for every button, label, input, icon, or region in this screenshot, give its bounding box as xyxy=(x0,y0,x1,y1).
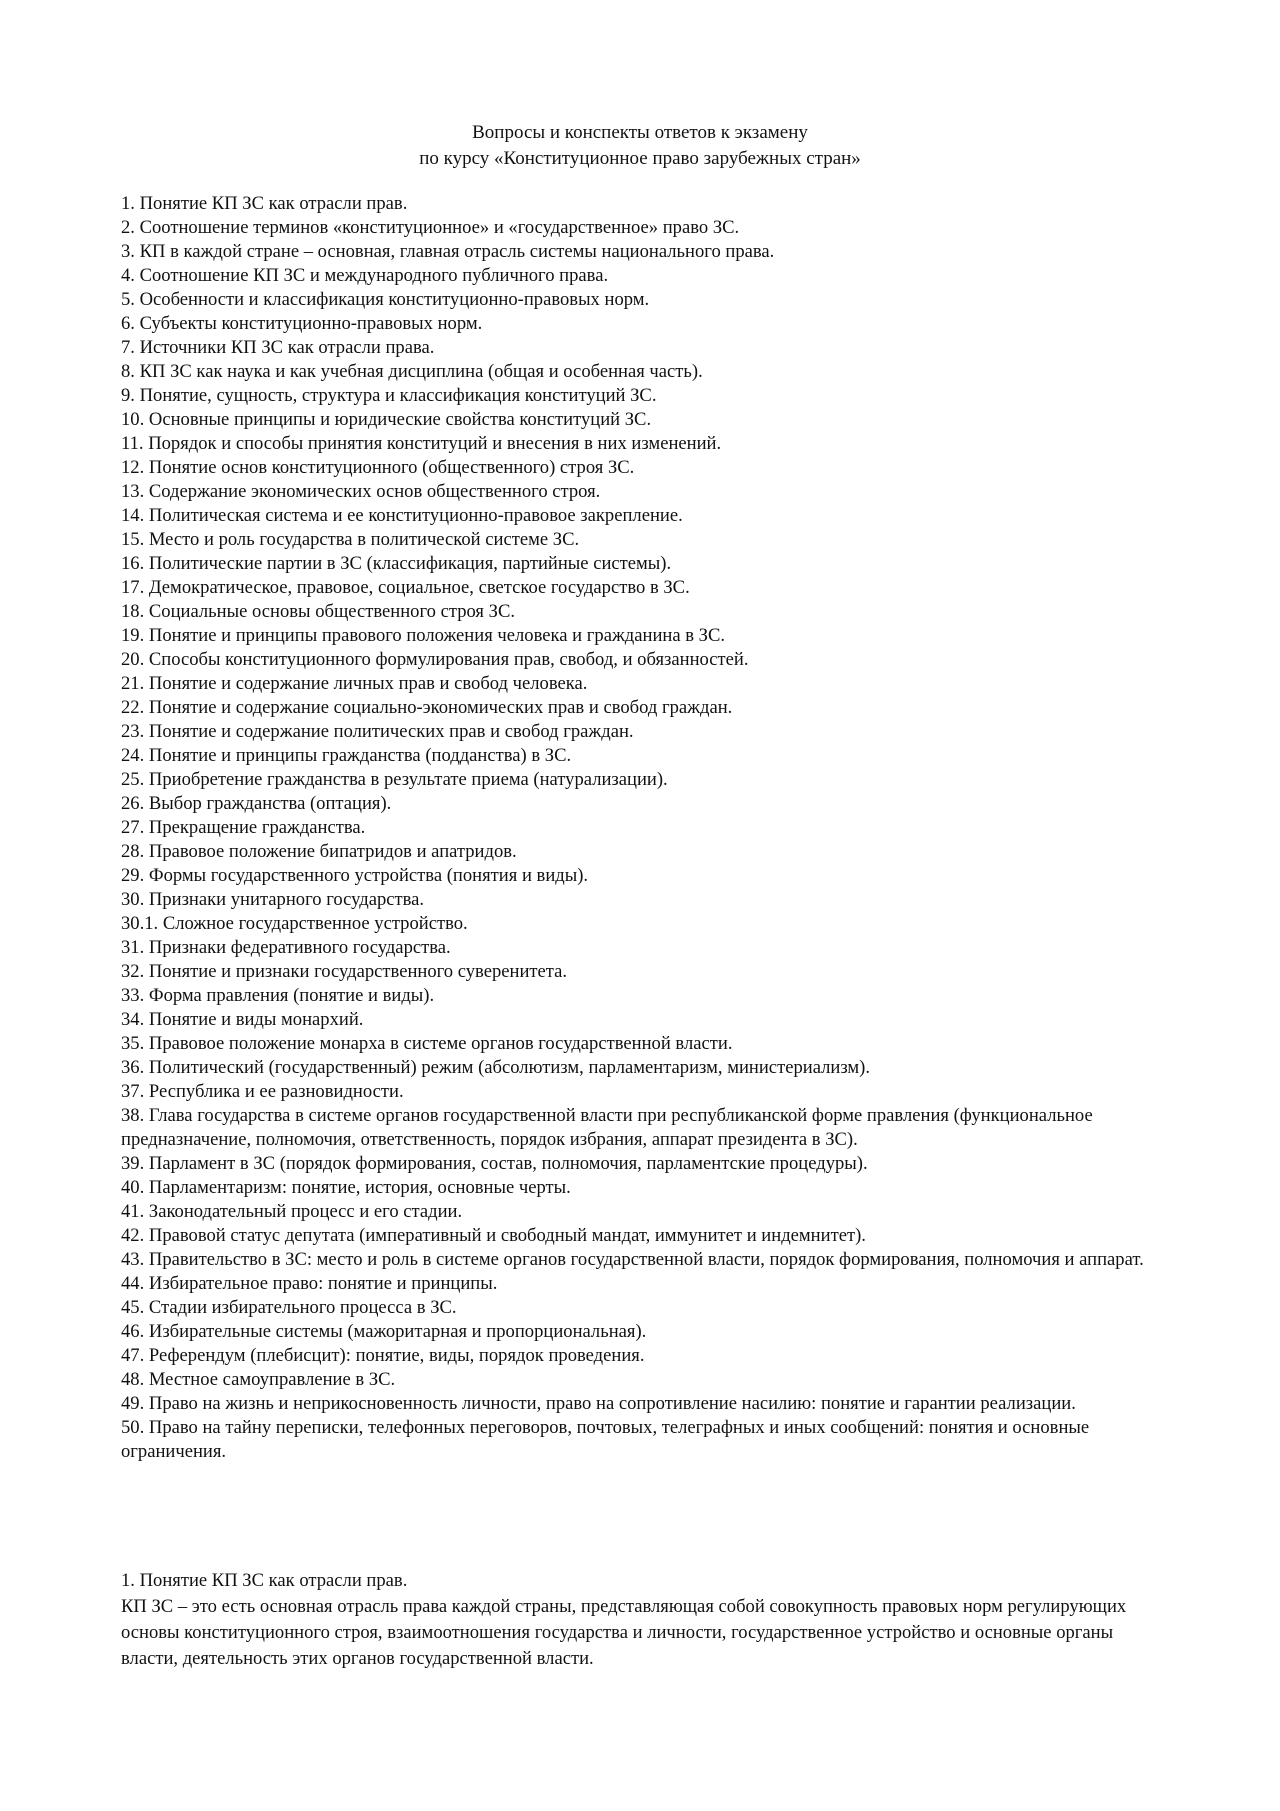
question-item: 37. Республика и ее разновидности. xyxy=(121,1081,404,1102)
answer-text: КП ЗС – это есть основная отрасль права каждой страны, представляющая собой совокупность правовых норм регулирующих основы конституционного строя, взаимоотношения государства и личности, государственное устройство и основные органы власти, деятельность этих органов государственной власти. xyxy=(121,1596,1127,1669)
question-item: 27. Прекращение гражданства. xyxy=(121,817,366,838)
question-item: 26. Выбор гражданства (оптация). xyxy=(121,793,392,814)
question-item: 23. Понятие и содержание политических прав и свобод граждан. xyxy=(121,721,634,742)
question-item: 38. Глава государства в системе органов государственной власти при республиканской форме правления (функциональное предназначение, полномочия, ответственность, порядок избрания, аппарат президента в ЗС). xyxy=(121,1105,1093,1150)
question-item: 44. Избирательное право: понятие и принципы. xyxy=(121,1273,498,1294)
question-item: 20. Способы конституционного формулирования прав, свобод, и обязанностей. xyxy=(121,649,749,670)
question-item: 17. Демократическое, правовое, социальное, светское государство в ЗС. xyxy=(121,577,690,598)
question-item: 35. Правовое положение монарха в системе органов государственной власти. xyxy=(121,1033,733,1054)
question-item: 24. Понятие и принципы гражданства (подданства) в ЗС. xyxy=(121,745,572,766)
question-item: 28. Правовое положение бипатридов и апатридов. xyxy=(121,841,517,862)
question-item: 31. Признаки федеративного государства. xyxy=(121,937,451,958)
answer-section xyxy=(121,1568,1161,1672)
question-item: 30. Признаки унитарного государства. xyxy=(121,889,425,910)
question-item: 4. Соотношение КП ЗС и международного публичного права. xyxy=(121,265,609,286)
question-item: 12. Понятие основ конституционного (общественного) строя ЗС. xyxy=(121,457,635,478)
question-item: 47. Референдум (плебисцит): понятие, виды, порядок проведения. xyxy=(121,1345,645,1366)
question-item: 11. Порядок и способы принятия конституций и внесения в них изменений. xyxy=(121,433,722,454)
questions-list xyxy=(121,192,1161,1464)
question-item: 34. Понятие и виды монархий. xyxy=(121,1009,364,1030)
document-title xyxy=(0,120,1280,172)
question-item: 6. Субъекты конституционно-правовых норм. xyxy=(121,313,483,334)
question-item: 21. Понятие и содержание личных прав и свобод человека. xyxy=(121,673,588,694)
question-item: 29. Формы государственного устройства (понятия и виды). xyxy=(121,865,589,886)
question-item: 49. Право на жизнь и неприкосновенность личности, право на сопротивление насилию: понятие и гарантии реализации. xyxy=(121,1393,1076,1414)
question-item: 18. Социальные основы общественного строя ЗС. xyxy=(121,601,516,622)
question-item: 10. Основные принципы и юридические свойства конституций ЗС. xyxy=(121,409,652,430)
question-item: 36. Политический (государственный) режим (абсолютизм, парламентаризм, министериализм). xyxy=(121,1057,871,1078)
question-item: 14. Политическая система и ее конституционно-правовое закрепление. xyxy=(121,505,683,526)
question-item: 3. КП в каждой стране – основная, главная отрасль системы национального права. xyxy=(121,241,775,262)
question-item: 8. КП ЗС как наука и как учебная дисциплина (общая и особенная часть). xyxy=(121,361,703,382)
title-line-2: по курсу «Конституционное право зарубежных стран» xyxy=(419,148,861,169)
question-item: 39. Парламент в ЗС (порядок формирования, состав, полномочия, парламентские процедуры). xyxy=(121,1153,868,1174)
question-item: 46. Избирательные системы (мажоритарная и пропорциональная). xyxy=(121,1321,647,1342)
question-item: 50. Право на тайну переписки, телефонных переговоров, почтовых, телеграфных и иных сообщений: понятия и основные ограничения. xyxy=(121,1417,1090,1462)
question-item: 22. Понятие и содержание социально-экономических прав и свобод граждан. xyxy=(121,697,733,718)
question-item: 19. Понятие и принципы правового положения человека и гражданина в ЗС. xyxy=(121,625,726,646)
title-line-1: Вопросы и конспекты ответов к экзамену xyxy=(472,122,808,143)
question-item: 9. Понятие, сущность, структура и классификация конституций ЗС. xyxy=(121,385,657,406)
question-item: 5. Особенности и классификация конституционно-правовых норм. xyxy=(121,289,650,310)
answer-heading: 1. Понятие КП ЗС как отрасли прав. xyxy=(121,1570,408,1591)
question-item: 7. Источники КП ЗС как отрасли права. xyxy=(121,337,435,358)
question-item: 25. Приобретение гражданства в результате приема (натурализации). xyxy=(121,769,668,790)
question-item: 16. Политические партии в ЗС (классификация, партийные системы). xyxy=(121,553,672,574)
question-item: 45. Стадии избирательного процесса в ЗС. xyxy=(121,1297,457,1318)
question-item: 48. Местное самоуправление в ЗС. xyxy=(121,1369,396,1390)
question-item: 30.1. Сложное государственное устройство. xyxy=(121,913,468,934)
question-item: 43. Правительство в ЗС: место и роль в системе органов государственной власти, порядок формирования, полномочия и аппарат. xyxy=(121,1249,1144,1270)
question-item: 41. Законодательный процесс и его стадии. xyxy=(121,1201,463,1222)
question-item: 32. Понятие и признаки государственного суверенитета. xyxy=(121,961,568,982)
question-item: 42. Правовой статус депутата (императивный и свободный мандат, иммунитет и индемнитет). xyxy=(121,1225,866,1246)
question-item: 13. Содержание экономических основ общественного строя. xyxy=(121,481,601,502)
question-item: 1. Понятие КП ЗС как отрасли прав. xyxy=(121,193,408,214)
question-item: 40. Парламентаризм: понятие, история, основные черты. xyxy=(121,1177,571,1198)
question-item: 15. Место и роль государства в политической системе ЗС. xyxy=(121,529,580,550)
question-item: 33. Форма правления (понятие и виды). xyxy=(121,985,435,1006)
question-item: 2. Соотношение терминов «конституционное» и «государственное» право ЗС. xyxy=(121,217,740,238)
